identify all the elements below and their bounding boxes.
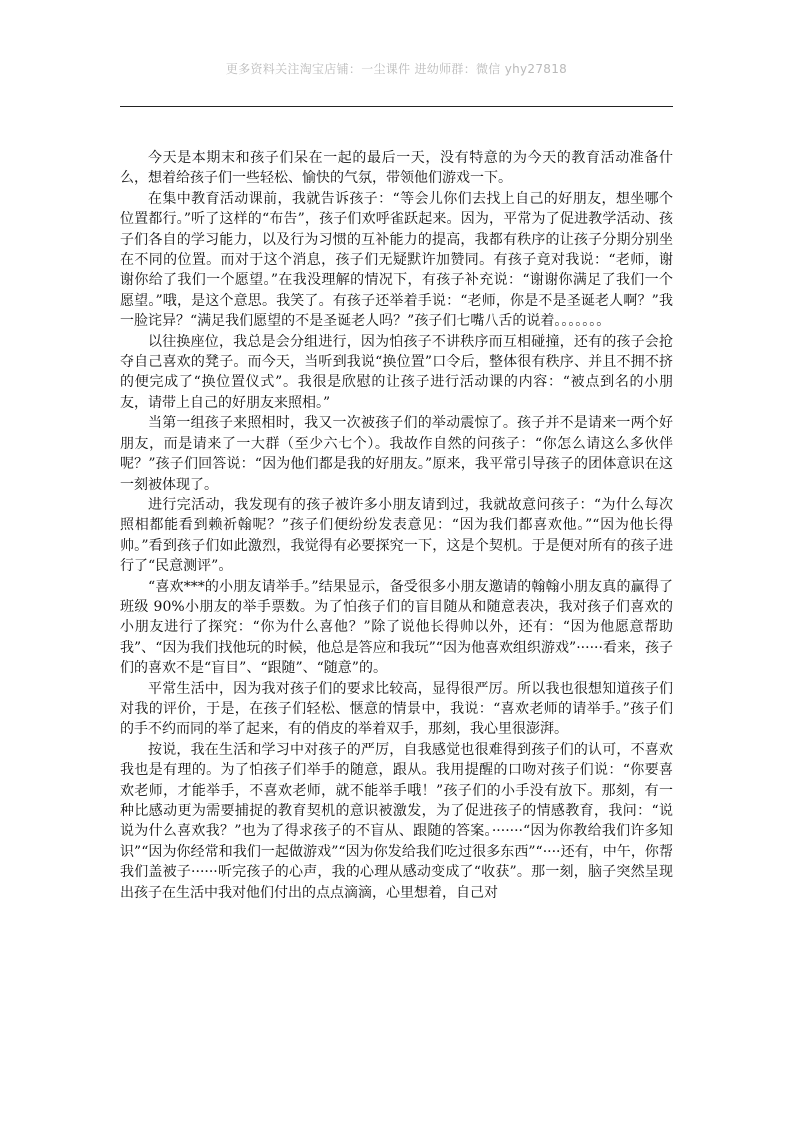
paragraph: 在集中教育活动课前，我就告诉孩子：“等会儿你们去找上自己的好朋友，想坐哪个位置都行。”听了这样的“布告”，孩子们欢呼雀跃起来。因为，平常为了促进教学活动、孩子们各自的学习能力，以及行为习惯的互补能力的提高，我都有秩序的让孩子分期分别坐在不同的位置。而对于这个消息，孩子们无疑默许加赞同。有孩子竟对我说：“老师，谢谢你给了我们一个愿望。”在我没理解的情况下，有孩子补充说：“谢谢你满足了我们一个愿望。”哦，是这个意思。我笑了。有孩子还举着手说：“老师，你是不是圣诞老人啊？”我一脸诧异？“满足我们愿望的不是圣诞老人吗？”孩子们七嘴八舌的说着。。。。。。。 bbox=[120, 190, 673, 330]
paragraph: “喜欢***的小朋友请举手。”结果显示，备受很多小朋友邀请的翰翰小朋友真的赢得了班级 90%小朋友的举手票数。为了怕孩子们的盲目随从和随意表决，我对孩子们喜欢的小朋友进行了探究：“你为什么喜他？”除了说他长得帅以外，还有：“因为他愿意帮助我”、“因为我们找他玩的时候，他总是答应和我玩”“因为他喜欢组织游戏”······看来，孩子们的喜欢不是“盲目”、“跟随”、“随意”的。 bbox=[120, 578, 673, 677]
header-note: 更多资料关注淘宝店铺：一尘课件 进幼师群：微信 yhy27818 bbox=[225, 62, 568, 76]
paragraph: 当第一组孩子来照相时，我又一次被孩子们的举动震惊了。孩子并不是请来一两个好朋友，而是请来了一大群（至少六七个）。我故作自然的问孩子：“你怎么请这么多伙伴呢？”孩子们回答说：“因为他们都是我的好朋友。”原来，我平常引导孩子的团体意识在这一刻被体现了。 bbox=[120, 415, 673, 493]
paragraph: 进行完活动，我发现有的孩子被许多小朋友请到过，我就故意问孩子：“为什么每次照相都能看到赖祈翰呢？”孩子们便纷纷发表意见：“因为我们都喜欢他。”“因为他长得帅。”看到孩子们如此激烈，我觉得有必要探究一下，这是个契机。于是便对所有的孩子进行了“民意测评”。 bbox=[120, 496, 673, 575]
paragraph: 按说，我在生活和学习中对孩子的严厉，自我感觉也很难得到孩子们的认可，不喜欢我也是有理的。为了怕孩子们举手的随意，跟从。我用提醒的口吻对孩子们说：“你要喜欢老师，才能举手，不喜欢老师，就不能举手哦！”孩子们的小手没有放下。那刻，有一种比感动更为需要捕捉的教育契机的意识被激发，为了促进孩子的情感教育，我问：“说说为什么喜欢我？”也为了得求孩子的不盲从、跟随的答案。·······“因为你教给我们许多知识”“因为你经常和我们一起做游戏”“因为你发给我们吃过很多东西”“····还有，中午，你帮我们盖被子······听完孩子的心声，我的心理从感动变成了“收获”。那一刻，脑子突然呈现出孩子在生活中我对他们付出的点点滴滴，心里想着，自己对 bbox=[120, 741, 673, 901]
paragraph: 今天是本期末和孩子们呆在一起的最后一天，没有特意的为今天的教育活动准备什么，想着给孩子们一些轻松、愉快的气氛，带领他们游戏一下。 bbox=[120, 150, 673, 187]
paragraph: 平常生活中，因为我对孩子们的要求比较高，显得很严厉。所以我也很想知道孩子们对我的评价，于是，在孩子们轻松、惬意的情景中，我说：“喜欢老师的请举手。”孩子们的手不约而同的举了起来，有的俏皮的举着双手，那刻，我心里很澎湃。 bbox=[120, 680, 673, 738]
header-divider bbox=[120, 106, 673, 107]
article-body bbox=[120, 148, 673, 903]
paragraph: 以往换座位，我总是会分组进行，因为怕孩子不讲秩序而互相碰撞，还有的孩子会抢夺自己喜欢的凳子。而今天，当听到我说“换位置”口令后，整体很有秩序、并且不拥不挤的便完成了“换位置仪式”。我很是欣慰的让孩子进行活动课的内容：“被点到名的小朋友，请带上自己的好朋友来照相。” bbox=[120, 333, 673, 411]
